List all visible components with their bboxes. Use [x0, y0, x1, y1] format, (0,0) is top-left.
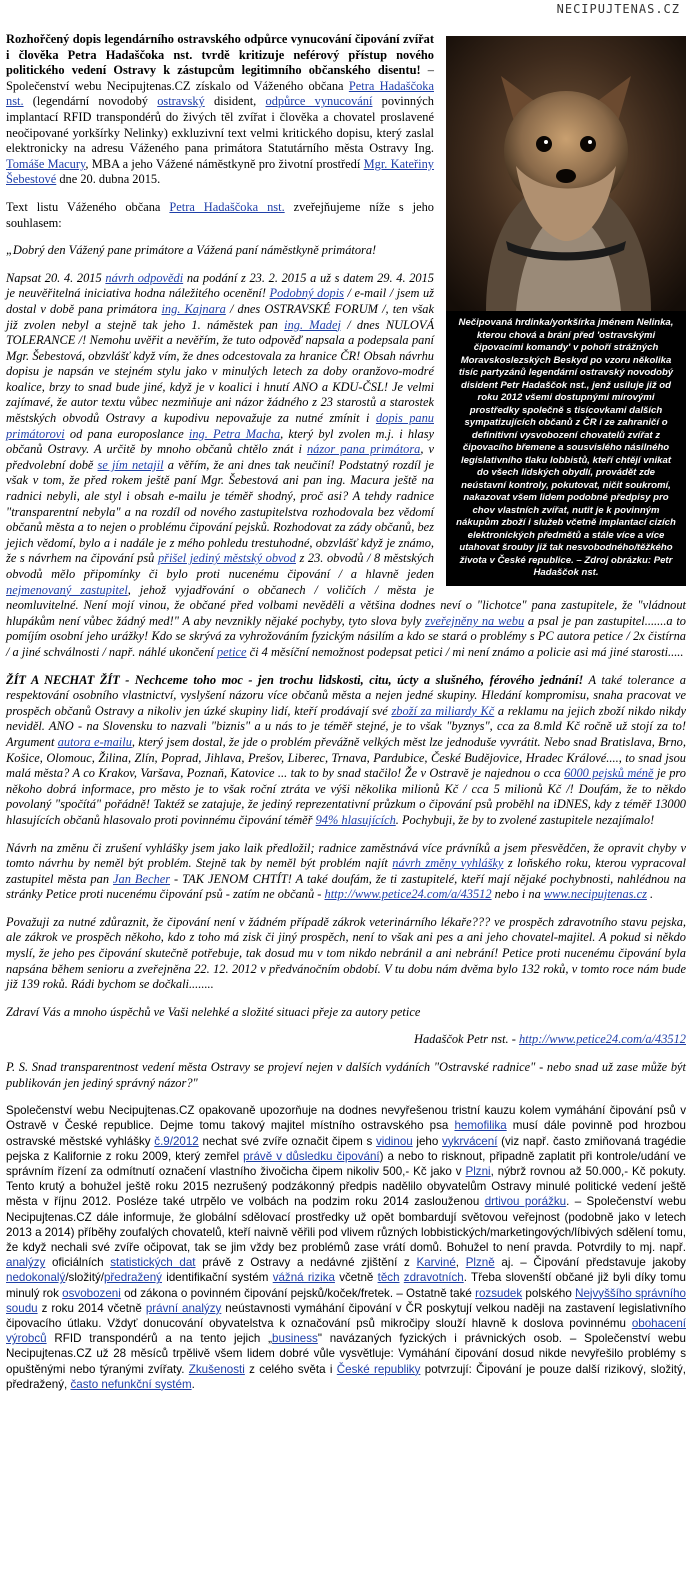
text: a psal je pan zastupitel.......a to pomíjím osobní jeho urážky! Kdo se skrývá za vyhrožováním fyzickým násilím a kdo se stará o problémy s PC autora petice / 2x čistírna / a jiné schválnosti / např. náhlé ukončení: [6, 613, 687, 659]
closing-paragraph: [6, 1103, 686, 1392]
text: dne 20. dubna 2015.: [56, 172, 161, 187]
text: - TAK JENOM CHTÍT! A také doufám, že ti zastupitelé, kteří mají nějaké pochybnosti, nahlédnou na stránky Petice proti nucenému čipování psů - zatím ne občanů -: [6, 871, 686, 902]
link-ostravsky[interactable]: ostravský: [157, 94, 205, 109]
text: z 23. obvodů / 8 městských obvodů mělo připomínky či bylo proti nucenému čipování / a hlavně jeden: [6, 551, 434, 581]
text: povinných implantací RFID transpondérů do živých těl zvířat i člověka a chovatel proslavené neočipované yorkšírky Nelinky) exkluzivní text velmi kritického dopisu, který zaslal elektronicky na adresu Váženého pana primátora Statutárního města Ostravy Ing.: [6, 94, 434, 156]
link-osvobozeni[interactable]: osvobozeni: [62, 1286, 121, 1300]
link-petice[interactable]: petice: [216, 644, 247, 659]
link-porazka[interactable]: drtivou porážku: [484, 1195, 567, 1209]
text: musí dále povinně pod hrozbou ostravské městské vyhlášky: [6, 1119, 686, 1148]
link-vidinou[interactable]: vidinou: [375, 1134, 413, 1148]
link-nefunkcni-system[interactable]: často nefunkční systém: [70, 1377, 192, 1391]
text: , který jsem dostal, že jde o problém převážně velkých měst lze jednoduše vyvrátit. Nebo snad Bratislava, Brno, Košice, Olomouc, Žilina, Zlín, Poprad, Jihlava, Prešov, Liberec, Trnava, Pardubice, České Budějovice, Hradec Králové...., to snad jsou malá města? A co Krakov, Varšava, Poznaň, Katovice ... tak to by snad stačilo! Že v Ostravě je najednou o cca: [6, 734, 686, 781]
text: polského: [522, 1286, 576, 1300]
link-netajil[interactable]: se jím netajil: [97, 457, 164, 472]
dog-photo: [446, 36, 686, 311]
text: disident,: [204, 94, 266, 109]
link-necipujtenas[interactable]: www.necipujtenas.cz: [543, 887, 647, 902]
link-odpurce[interactable]: odpůrce vynucování: [265, 94, 373, 109]
link-hadascok-2[interactable]: Petra Hadaščoka nst.: [169, 199, 285, 214]
link-madej[interactable]: ing. Madej: [284, 317, 341, 332]
text: / e-mail / jsem už dostal v době pana primátora: [6, 286, 434, 316]
link-podobny-dopis[interactable]: Podobný dopis: [269, 286, 344, 301]
link-dopis-primatorovi[interactable]: dopis panu primátorovi: [6, 411, 435, 441]
signature: [6, 1032, 686, 1048]
text: nebo i na: [491, 887, 544, 902]
slogan: ŽÍT A NECHAT ŽÍT - Nechceme toho moc - jen trochu lidskosti, citu, úcty a slušného, férového jednání!: [6, 672, 584, 687]
link-navrh-odpovedi[interactable]: návrh odpovědi: [105, 270, 184, 285]
link-obohaceni[interactable]: obohacení výrobců: [6, 1317, 686, 1346]
text: Text listu Váženého občana: [6, 199, 170, 214]
text: ,: [455, 1256, 466, 1270]
site-logo[interactable]: NECIPUJTENAS.CZ: [556, 2, 680, 16]
link-vazna-rizika[interactable]: vážná rizika: [272, 1271, 335, 1285]
link-nedokonaly[interactable]: nedokonalý: [6, 1271, 66, 1285]
letter-paragraph-3: [6, 841, 686, 903]
text: . Třeba slovenští občané již byli díky tomu minulý rok: [6, 1271, 686, 1300]
text: je pro někoho dobrá informace, pro město je to však roční ztráta ve výši několika milionů Kč / cca 5 milionů Kč /! Doufám, že to někdo povolaný "spočítá" pořádně! Taktéž se zatajuje, že jediný reprezentativní průzkum o čipování psů proběhl na iDNES, kdy z téměř 13000 hlasujících občanů hlasovalo proti povinnému čipování téměř: [6, 766, 686, 827]
link-nejvyssi-soud[interactable]: Nejvyššího správního soudu: [6, 1286, 686, 1315]
text: či 4 měsíční nemožnost podepsat petici / mi není známo a policie asi má jiné starosti.....: [246, 644, 684, 659]
text: / dnes OSTRAVSKÉ FORUM /, ten však již zvolen nebyl a stejně tak jeho 1. náměstek pan: [6, 301, 434, 332]
link-analyzy[interactable]: analýzy: [6, 1256, 46, 1270]
link-kajnar[interactable]: ing. Kajnara: [161, 301, 226, 316]
link-petice24-2[interactable]: http://www.petice24.com/a/43512: [518, 1032, 686, 1047]
text: Napsat 20. 4. 2015: [6, 270, 106, 285]
text: a věřím, že ani dnes tak neučiní! Podstatný rozdíl je však v tom, že před rokem ještě paní Mgr. Šebestová ani pan ing. Macura ještě na radnici nebyli, ale styl i obsah e-mailu je téměř shodný, proč asi? A tehdy radnice "transparentní nebyla" a na rozdíl od nového zastupitelstva rozhodovala bez vědomí občanů města a to nejen o problému čipování pejsků. Rozhodovat za zády občanů, bez jejich vědomí, bylo a i nadále je z mého pohledu trestuhodné, obzvlášť když je známo, že s návrhem na čipování psů: [6, 457, 434, 566]
text: zveřejňujeme níže s jeho souhlasem:: [6, 199, 434, 230]
link-mestsky-obvod[interactable]: přišel jediný městský obvod: [157, 551, 296, 566]
link-dusledek-cipovani[interactable]: právě v důsledku čipování: [243, 1149, 380, 1163]
link-zkusenosti[interactable]: Zkušenosti: [188, 1362, 245, 1376]
link-plzni[interactable]: Plzni: [465, 1165, 491, 1179]
text: A také tolerance a respektování osobního vlastnictví, vyslyšení názoru více občanů města a nejen jedné skupiny. Hledání kompromisu, snaha pracovat ve prospěch občanů Ostravy a nikoliv jen úzké skupiny lidí, kteří prodávají své: [6, 672, 686, 718]
text: , MBA a jeho Vážené náměstkyně pro životní prostředí: [85, 156, 364, 171]
link-autor-emailu[interactable]: autora e-mailu: [57, 734, 132, 749]
text: Společenství webu Necipujtenas.CZ opakovaně upozorňuje na dodnes nevyřešenou tristní kauzu kolem vymáhání čipování psů v Ostravě v České republice. Dejme tomu takový majitel místního ostravského psa: [6, 1104, 686, 1133]
letter-closing: Zdraví Vás a mnoho úspěchů ve Vaši nelehké a složité situaci přeje za autory petice: [6, 1004, 421, 1019]
text: jeho: [412, 1134, 443, 1148]
letter-ps: P. S. Snad transparentnost vedení města Ostravy se projeví nejen v dalších vydáních "Ostravské radnice" - nebo snad už zase může být publikován jen jediný správný názor?": [6, 1060, 686, 1090]
text: od zákona o povinném čipování pejsků/koček/fretek. – Ostatně také: [120, 1286, 476, 1300]
text: , který byl zvolen m.j. i hlasy občanů Ostravy. A určitě by mnoho občanů chtělo znát i: [6, 426, 435, 457]
text: neústavnosti vymáhání čipování v ČR poskytují velkou naději na zastavení legislativního čipovacího útlaku. Vždyť donucování obyvatelstva k označování psů mikročipy slouží hlavně k doslova povinnému: [6, 1301, 686, 1331]
letter-paragraph-4: Považuji za nutné zdůraznit, že čipování není v žádném případě zákrok veterinárního lékaře??? ve prospěch zdravotního stavu pejska, ale zákrok ve prospěch někoho, kdo z toho má zisk či jiný prospěch, není to však ani pes a ani jeho chovatel-majitel. A pokud si někdo myslí, že jeho pes čipování skutečně potřebuje, tak dosud mu v tom nikdo nebránil a ani nebrání! Petice proti nucenému čipování byla napsána během senioru a zveřejněna 22. 12. 2012 v předvánočním období. V tu dobu nám dvěma bylo 132 roků, v tomto roce nám bude již 139 roků. Rádi bychom se dočkali........: [6, 914, 686, 992]
link-vyhlaska[interactable]: č.9/2012: [154, 1134, 199, 1148]
text: včetně: [334, 1271, 378, 1285]
link-hadascok[interactable]: Petra Hadaščoka nst.: [6, 78, 434, 109]
link-ceske-republiky[interactable]: České republiky: [336, 1362, 421, 1376]
link-predrazeny[interactable]: předražený: [103, 1271, 162, 1285]
text: / dnes NULOVÁ TOLERANCE /! Nemohu uvěřit a nevěřím, že tuto odpověď napsala a podepsala paní Mgr. Šebestová, obzvlášť když vím, že dnes odcestovala za hranice ČR! Obsah návrhu dopisu je napsán ve stejném stylu jako v minulých letech za doby oranžovo-modré koalice, brzy to snad bude jiné, když je v koalici i hnutí ANO a KDU-ČSL! Je velmi zajímavé, že autor textu vůbec nezmiňuje ani názor žádného z 23 starostů a starostek městských obvodů Ostravy a kupodivu nepovažuje za nutné zmínit i: [6, 317, 435, 426]
text: od pana europoslance: [64, 426, 189, 441]
link-karvina[interactable]: Karviné: [416, 1256, 456, 1270]
text: ) a nebo to risknout, připadně zaplatit při kontrole/udání ve správním řízení za odmítnutí označení vlastního živočicha čipem nikoliv 500,- Kč jako v: [6, 1149, 686, 1179]
text: právě z Ostravy a nedávné zjištění z: [195, 1256, 417, 1270]
photo-box: [446, 36, 686, 586]
text: a reklamu na jejich zboží nikdo nikdy neviděl. ANO - na Slovensku to nazvali "biznis" a u nás to je téměř stejné, je to však "byznys", cca za 8.mld Kč ročně už stojí za to! Argument: [6, 703, 686, 749]
link-sebestova[interactable]: Mgr. Kateřiny Šebestové: [6, 156, 435, 187]
text: na podání z 23. 2. 2015 a už s datem 29. 4. 2015 je neuvěřitelná iniciativa hodna náležitého ocenění!: [6, 270, 434, 301]
link-petice24[interactable]: http://www.petice24.com/a/43512: [324, 887, 492, 902]
text: . Pochybuji, že by to zvolené zastupitele nezajímalo!: [395, 812, 655, 827]
link-becher[interactable]: Jan Becher: [113, 871, 171, 886]
link-nazor-primatora[interactable]: názor pana primátora: [306, 442, 421, 457]
text: potvrzují: Čipování je pouze další rizikový, složitý, předražený,: [6, 1362, 687, 1391]
text: " navázaných fyzických i právnických osob. – Společenství webu Necipujtenas.CZ už 28 měsíců trpělivě všem lidem dobré vůle vysvětluje: Vymáhání čipování dosud nikde nevyřešilo problémy s opuštěnými nebo týranými zvířaty.: [6, 1332, 686, 1376]
link-macura[interactable]: Tomáše Macury: [6, 156, 86, 171]
link-tech[interactable]: těch: [377, 1271, 400, 1285]
link-pejsku-mene[interactable]: 6000 pejsků méně: [564, 766, 654, 781]
text: /složitý/: [65, 1271, 104, 1285]
text: .: [191, 1377, 195, 1391]
link-zdravotnich[interactable]: zdravotních: [403, 1271, 464, 1285]
link-hemofilika[interactable]: hemofilika: [454, 1119, 507, 1133]
text: oficiálních: [45, 1256, 111, 1270]
text: aj. – Čipování představuje jakoby: [494, 1256, 686, 1270]
text: Hadaščok Petr nst. -: [414, 1032, 519, 1047]
text: identifikační systém: [161, 1271, 273, 1285]
text: .: [646, 887, 654, 902]
text: – Společenství webu Necipujtenas.CZ získalo od Váženého občana: [6, 63, 435, 93]
text: , nýbrž rovnou až 50.000,- Kč pokuty. Tento krutý a bohužel ještě roku 2015 nezrušený podzákonný předpis nadělilo obyvatelům Ostravy minulé politické vedení ještě města v říjnu 2012. Posléze také utrpělo ve volbách na podzim roku 2014 zaslouženou: [6, 1165, 687, 1209]
link-vykrvaceni[interactable]: vykrvácení: [442, 1134, 498, 1148]
letter-paragraph-2: [6, 673, 686, 829]
text: z roku 2014 včetně: [37, 1301, 146, 1315]
link-business[interactable]: business: [272, 1332, 318, 1346]
text: RFID transpondérů a na tento jejich „: [46, 1332, 273, 1346]
link-statisticka-data[interactable]: statistických dat: [110, 1256, 196, 1270]
link-web[interactable]: zveřejněny na webu: [425, 613, 525, 628]
text: . – Společenství webu Necipujtenas.CZ dále informuje, že globální sdělovací prostředky už opět bombardují světovou veřejnost (podobně jako v letech 2013 a 2014) příběhy zoufalých chovatelů, kteří naivně věřili pod vlivem různých lobbistických/marketingových/líbivých sdělení tomu, že když nechali své zvíře očipovat, tak se jim vždy bez problémů zase vrátí domů. Bohužel to není pravda. Potvrdily to mj. např.: [6, 1195, 687, 1255]
link-zbozi[interactable]: zboží za miliardy Kč: [391, 703, 495, 718]
letter-greeting: „Dobrý den Vážený pane primátore a Vážená paní náměstkyně primátora!: [6, 243, 377, 258]
text: nechat své zvíře označit čipem s: [198, 1134, 376, 1148]
text: z celého světa i: [244, 1362, 337, 1376]
link-pravni-analyzy[interactable]: právní analýzy: [145, 1301, 222, 1315]
link-rozsudek[interactable]: rozsudek: [475, 1286, 523, 1300]
link-mach[interactable]: ing. Petra Macha: [188, 426, 281, 441]
photo-caption: Nečipovaná hrdinka/yorkšírka jménem Nelinka, kterou chová a brání před 'ostravskými čipovacími komandy' v pohoří strážných Moravskoslezských Beskyd po vzoru několika tisíc partyzánů legendární ostravský novodobý disident Petr Hadaščok nst., jenž usiluje již od roku 2012 všemi dostupnými mírovými prostředky společně s tisícovkami dalších sympatizujících občanů z ČR i ze zahraničí o definitivní vysvobození chovatelů zvířat z čipovacího břemene a sousvislého násilného legislativního tlaku lobbistů, kteří chtějí vnikat do všech lidských obydlí, provádět zde neústavní kontroly, pokutovat, ničit soukromí, nakazovat všem lidem podobné předpisy pro chov vlastních zvířat, nutit je k povinným nákupům zboží i služeb včetně implantací cizích elektronických předmětů a stále více a více utahovat šrouby již tak nesvobodného/těžkého života v České republice. – Zdroj obrázku: Petr Hadaščok nst.: [456, 317, 676, 578]
article-body: [6, 32, 686, 1404]
text: z loňského roku, kterou vypracoval zastupitel města pan: [6, 856, 686, 886]
text: Návrh na změnu či zrušení vyhlášky jsem jako laik předložil; radnice zaměstnává více právníků a jsem přesvědčen, že opravit chyby v tomto návrhu by neměl být problém. Stejně tak by neměl být problém najít: [6, 840, 686, 871]
text: , v předvolební době: [6, 442, 435, 472]
text: , jehož vyjadřování o občanech / voličích / města je neomluvitelné. Není mojí vinou, že občané před volbami nevěděli a většina dodnes neví o "lichotce" pana zastupitele, že "vládnout hlupákům není vůbec žádný med!" A aby nevznikly nějaké pochyby, tyto slova byly: [6, 582, 686, 628]
link-hlasujicich[interactable]: 94% hlasujících: [315, 812, 396, 827]
text: (viz např. často zmiňovaná tragédie pejska z Kalifornie z roku 2009, který zemřel: [6, 1134, 686, 1163]
text: (legendární novodobý: [23, 94, 158, 109]
lead-text: Rozhořčený dopis legendárního ostravského odpůrce vynucování čipování zvířat i člověka Petra Hadaščoka nst. tvrdě kritizuje neférový přístup nového politického vedení Ostravy k zástupcům legitimního občanského disentu!: [6, 32, 434, 78]
link-navrh-zmeny[interactable]: návrh změny vyhlášky: [392, 856, 504, 871]
link-plzen[interactable]: Plzně: [465, 1256, 495, 1270]
link-zastupitel[interactable]: nejmenovaný zastupitel: [6, 582, 128, 597]
